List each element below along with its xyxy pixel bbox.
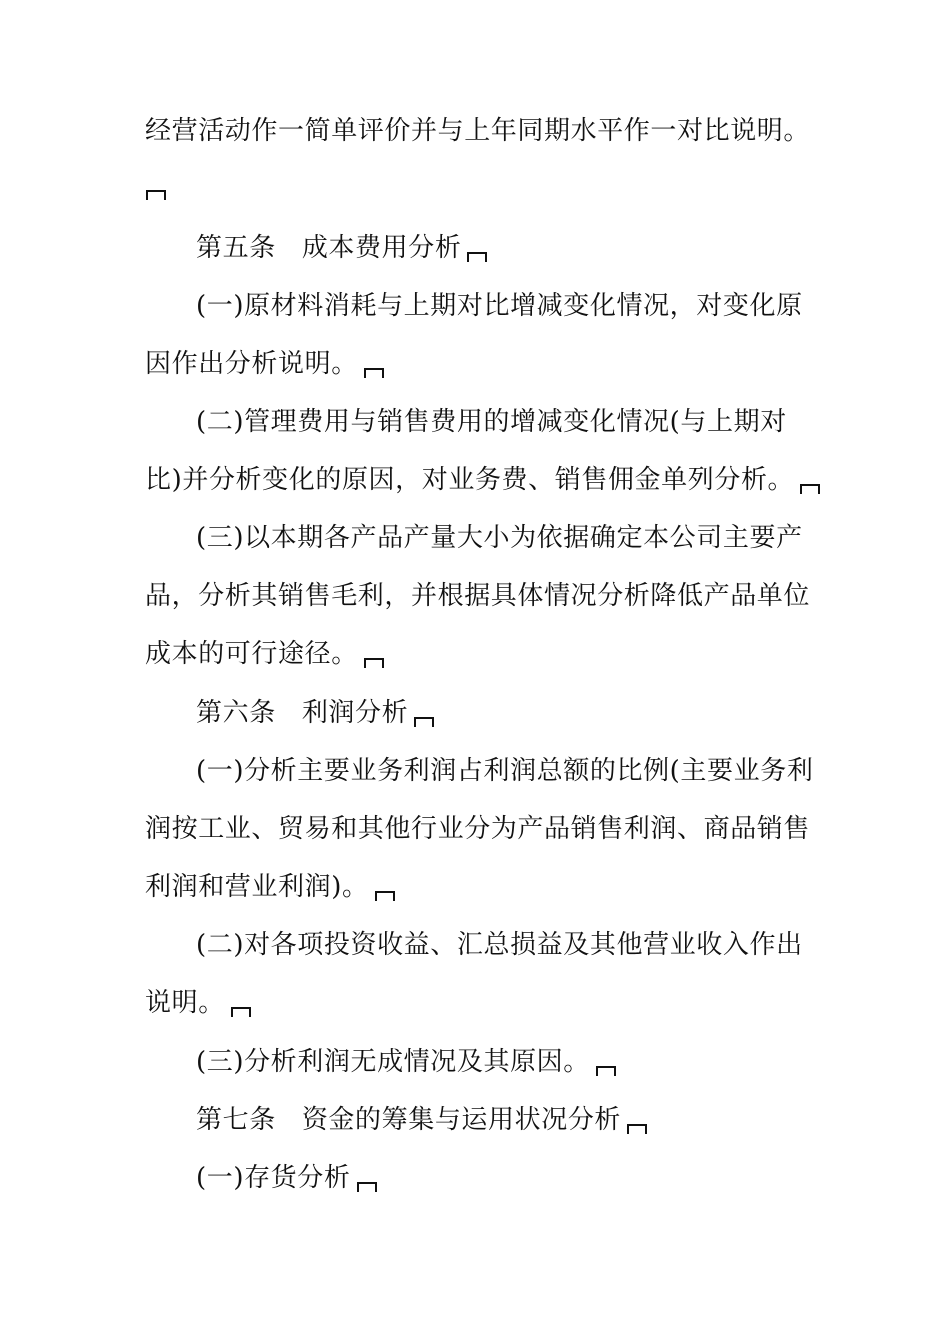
section-heading-6 [196, 697, 816, 729]
paragraph-line [196, 406, 816, 438]
text: 比)并分析变化的原因，对业务费、销售佣金单列分析。 [145, 465, 795, 495]
section-heading-7 [196, 1104, 816, 1136]
article-number: 第五条 [196, 233, 276, 263]
paragraph-line [196, 1046, 816, 1078]
paragraph-mark-icon [364, 368, 384, 378]
text: 利润和营业利润)。 [145, 872, 369, 902]
text: (二)管理费用与销售费用的增减变化情况(与上期对 [196, 407, 787, 437]
paragraph-line [145, 115, 815, 147]
paragraph-mark-icon [231, 1007, 251, 1017]
paragraph-mark-icon [467, 252, 487, 262]
text: (三)分析利润无成情况及其原因。 [196, 1047, 590, 1077]
paragraph-line [145, 987, 815, 1019]
paragraph-mark-icon [375, 891, 395, 901]
paragraph-line [196, 929, 816, 961]
paragraph-line [196, 522, 816, 554]
text: 品，分析其销售毛利，并根据具体情况分析降低产品单位 [145, 581, 811, 611]
paragraph-line [196, 290, 816, 322]
paragraph-mark-icon [364, 658, 384, 668]
text: (一)分析主要业务利润占利润总额的比例(主要业务利 [196, 756, 814, 786]
paragraph-line [145, 871, 815, 903]
paragraph-line [145, 813, 815, 845]
article-number: 第七条 [196, 1105, 276, 1135]
paragraph-line [145, 348, 815, 380]
paragraph-mark-icon [357, 1182, 377, 1192]
section-heading-5 [196, 232, 816, 264]
text: (三)以本期各产品产量大小为依据确定本公司主要产 [196, 523, 803, 553]
paragraph-line [145, 464, 815, 496]
paragraph-mark-icon [627, 1124, 647, 1134]
text: 成本的可行途径。 [145, 639, 358, 669]
paragraph-mark-icon [146, 190, 166, 200]
text: (二)对各项投资收益、汇总损益及其他营业收入作出 [196, 930, 803, 960]
article-title: 利润分析 [301, 698, 409, 728]
text: (一)原材料消耗与上期对比增减变化情况，对变化原 [196, 291, 803, 321]
paragraph-mark-icon [596, 1066, 616, 1076]
paragraph-mark-icon [800, 484, 820, 494]
text: 经营活动作一简单评价并与上年同期水平作一对比说明。 [145, 116, 811, 146]
article-title: 资金的筹集与运用状况分析 [301, 1105, 622, 1135]
paragraph-line [145, 580, 815, 612]
article-number: 第六条 [196, 698, 276, 728]
paragraph-line [196, 1162, 816, 1194]
paragraph-mark-icon [414, 717, 434, 727]
paragraph-line [145, 638, 815, 670]
article-title: 成本费用分析 [301, 233, 462, 263]
text: 润按工业、贸易和其他行业分为产品销售利润、商品销售 [145, 814, 811, 844]
paragraph-line [196, 755, 816, 787]
text: 说明。 [145, 988, 225, 1018]
text: (一)存货分析 [196, 1163, 351, 1193]
text: 因作出分析说明。 [145, 349, 358, 379]
